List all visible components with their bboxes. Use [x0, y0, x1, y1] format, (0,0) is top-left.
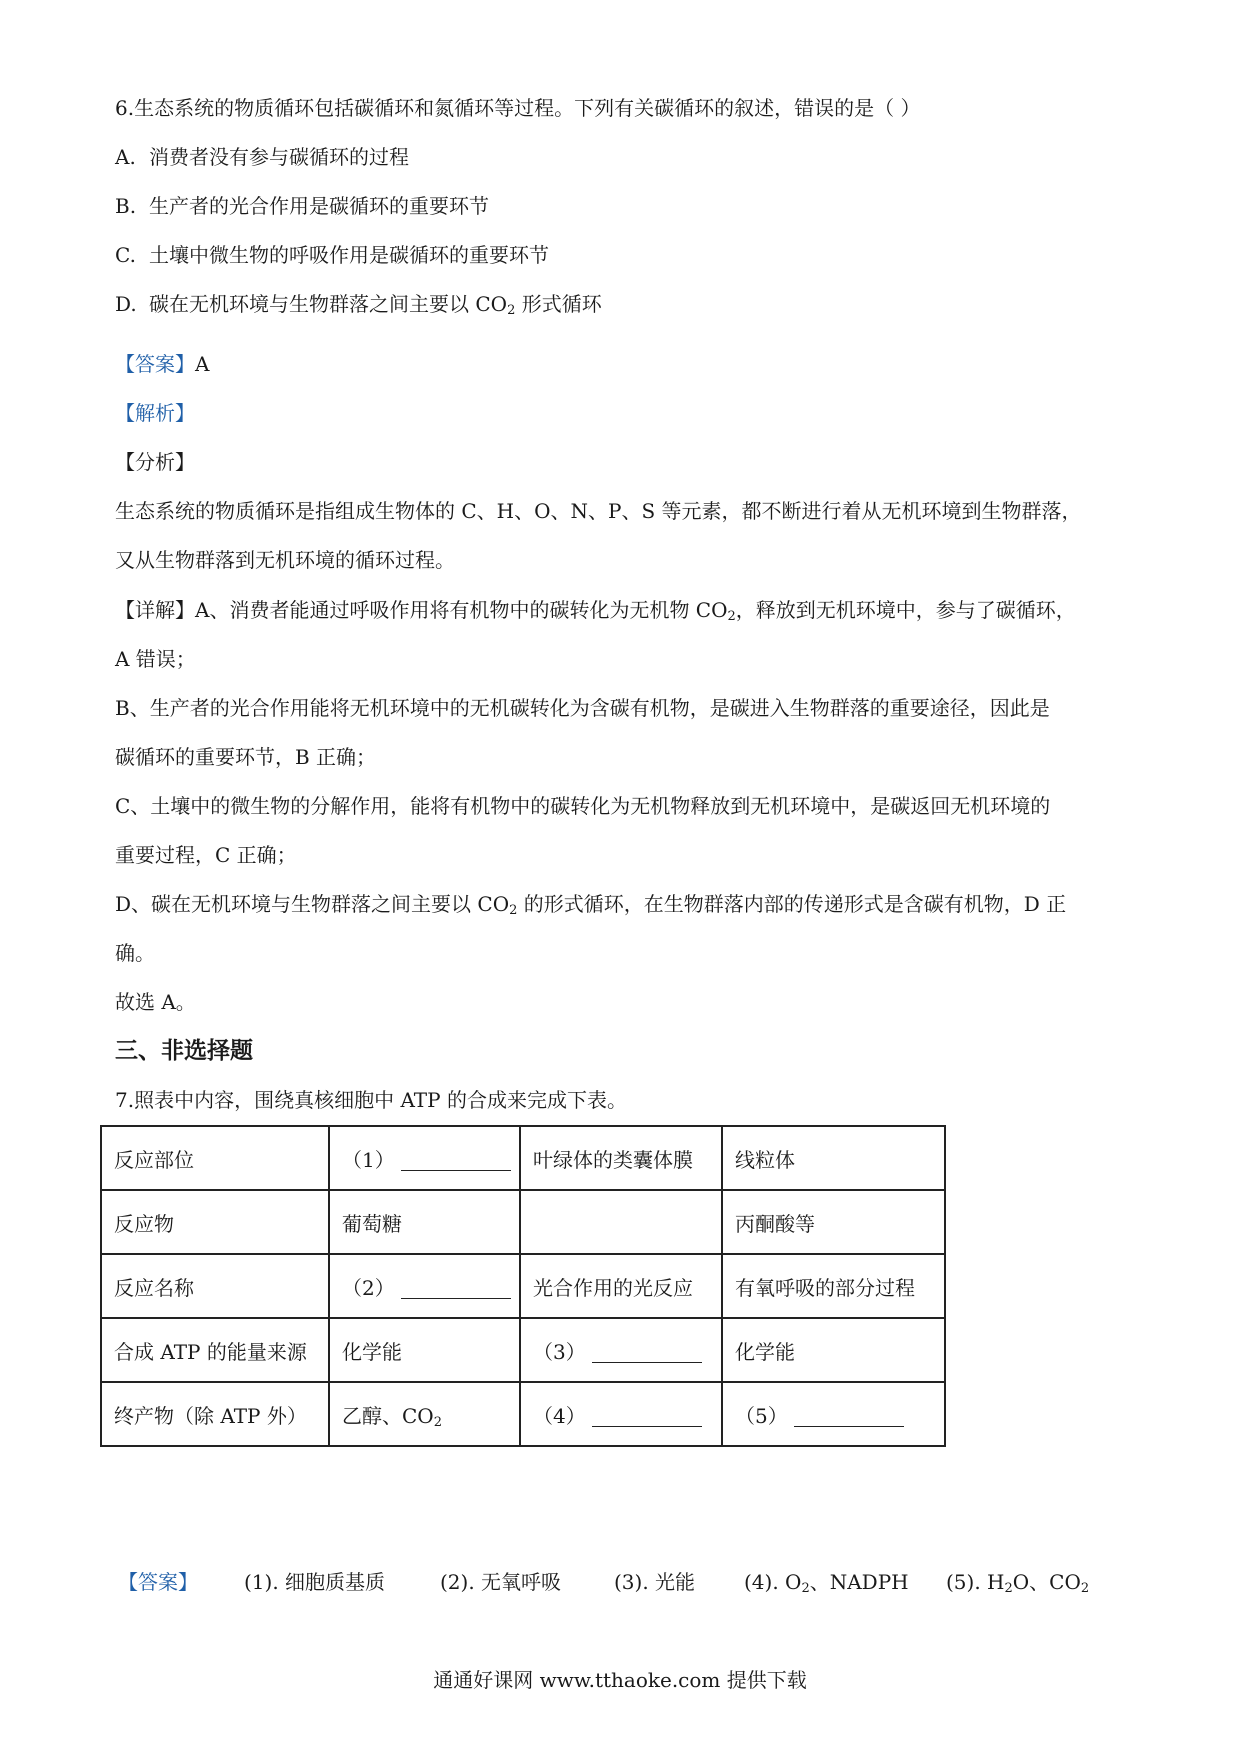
xiangjie-label: 【详解】	[115, 598, 195, 622]
xiangjie-line-7	[115, 890, 1066, 918]
blank-number: （1）	[342, 1147, 395, 1172]
table-cell	[329, 1254, 520, 1318]
subscript: 2	[727, 609, 736, 624]
xiangjie-line-2: A 错误；	[115, 647, 196, 671]
table-cell	[520, 1382, 722, 1446]
q7-answer-2: (2). 无氧呼吸	[440, 1570, 562, 1594]
table-cell: 叶绿体的类囊体膜	[520, 1126, 722, 1190]
table-cell	[722, 1382, 945, 1446]
q7-answer-5	[946, 1568, 1089, 1596]
table-row	[101, 1190, 945, 1254]
q7-stem: 7.照表中内容，围绕真核细胞中 ATP 的合成来完成下表。	[115, 1088, 627, 1112]
xiangjie-line-4: 碳循环的重要环节，B 正确；	[115, 745, 377, 769]
option-text: 土壤中微生物的呼吸作用是碳循环的重要环节	[149, 243, 549, 267]
answer-value: A	[195, 352, 210, 376]
section-heading: 三、非选择题	[115, 1038, 253, 1064]
q7-answer-3: (3). 光能	[614, 1570, 696, 1594]
table-row	[101, 1318, 945, 1382]
answer-blank-2[interactable]	[401, 1278, 511, 1299]
option-letter: B.	[115, 194, 137, 218]
answer-blank-5[interactable]	[794, 1406, 904, 1427]
subscript: 2	[1004, 1581, 1013, 1596]
answer-blank-4[interactable]	[592, 1406, 702, 1427]
subscript: 2	[509, 903, 518, 918]
fenxi-label: 【分析】	[115, 450, 195, 474]
table-cell: 丙酮酸等	[722, 1190, 945, 1254]
blank-number: （3）	[533, 1339, 586, 1364]
blank-number: （4）	[533, 1403, 586, 1428]
option-letter: D.	[115, 292, 137, 316]
q7-answer-4	[744, 1568, 909, 1596]
table-cell: 化学能	[722, 1318, 945, 1382]
table-cell: 葡萄糖	[329, 1190, 520, 1254]
answer-blank-3[interactable]	[592, 1342, 702, 1363]
table-cell: 合成 ATP 的能量来源	[101, 1318, 329, 1382]
subscript: 2	[433, 1414, 442, 1430]
table-cell	[520, 1190, 722, 1254]
table-row	[101, 1254, 945, 1318]
option-text: 生产者的光合作用是碳循环的重要环节	[149, 194, 489, 218]
table-cell: 光合作用的光反应	[520, 1254, 722, 1318]
table-cell: 反应部位	[101, 1126, 329, 1190]
q6-option-b	[115, 192, 489, 220]
answer-text: (4). O	[744, 1570, 802, 1594]
answer-blank-1[interactable]	[401, 1150, 511, 1171]
answer-text-tail: 、NADPH	[809, 1570, 909, 1594]
q7-answer-1: (1). 细胞质基质	[244, 1570, 386, 1594]
xiangjie-line-8: 确。	[115, 941, 155, 965]
option-letter: C.	[115, 243, 136, 267]
xiangjie-text-tail: ，释放到无机环境中，参与了碳循环，	[735, 598, 1076, 622]
table-cell	[329, 1382, 520, 1446]
q6-option-d	[115, 290, 602, 318]
table-cell: 反应物	[101, 1190, 329, 1254]
table-cell: 化学能	[329, 1318, 520, 1382]
atp-table	[100, 1125, 946, 1447]
cell-text: 乙醇、CO	[342, 1403, 434, 1428]
subscript: 2	[507, 303, 516, 318]
xiangjie-text: A、消费者能通过呼吸作用将有机物中的碳转化为无机物 CO	[195, 598, 728, 622]
jiexi-label: 【解析】	[115, 401, 195, 425]
xiangjie-text: D、碳在无机环境与生物群落之间主要以 CO	[115, 892, 510, 916]
table-cell	[520, 1318, 722, 1382]
answer-label: 【答案】	[115, 352, 195, 376]
fenxi-text-2: 又从生物群落到无机环境的循环过程。	[115, 548, 455, 572]
table-cell: 终产物（除 ATP 外）	[101, 1382, 329, 1446]
subscript: 2	[1080, 1581, 1090, 1596]
subscript: 2	[801, 1581, 810, 1596]
q6-answer	[115, 350, 209, 378]
blank-number: （2）	[342, 1275, 395, 1300]
option-text-tail: 形式循环	[515, 292, 602, 316]
q6-option-a	[115, 143, 409, 171]
table-row	[101, 1126, 945, 1190]
xiangjie-text-tail: 的形式循环，在生物群落内部的传递形式是含碳有机物，D 正	[517, 892, 1067, 916]
q6-stem: 6.生态系统的物质循环包括碳循环和氮循环等过程。下列有关碳循环的叙述，错误的是（ ）	[115, 96, 921, 120]
table-cell: 有氧呼吸的部分过程	[722, 1254, 945, 1318]
table-row	[101, 1382, 945, 1446]
xiangjie-line-6: 重要过程，C 正确；	[115, 843, 297, 867]
option-text: 消费者没有参与碳循环的过程	[149, 145, 409, 169]
conclusion: 故选 A。	[115, 990, 196, 1014]
option-letter: A.	[115, 145, 136, 169]
q6-option-c	[115, 241, 549, 269]
answer-text-mid: O、CO	[1012, 1570, 1081, 1594]
answer-text: (5). H	[946, 1570, 1005, 1594]
blank-number: （5）	[735, 1403, 788, 1428]
footer-credit: 通通好课网 www.tthaoke.com 提供下载	[433, 1668, 807, 1692]
xiangjie-line-1	[115, 596, 1076, 624]
table-cell	[329, 1126, 520, 1190]
table-cell: 反应名称	[101, 1254, 329, 1318]
xiangjie-line-5: C、土壤中的微生物的分解作用，能将有机物中的碳转化为无机物释放到无机环境中，是碳返回无机环境的	[115, 794, 1051, 818]
option-text: 碳在无机环境与生物群落之间主要以 CO	[149, 292, 508, 316]
q7-answer-label: 【答案】	[118, 1570, 198, 1594]
table-cell: 线粒体	[722, 1126, 945, 1190]
fenxi-text-1: 生态系统的物质循环是指组成生物体的 C、H、O、N、P、S 等元素，都不断进行着从无机环境到生物群落，	[115, 499, 1082, 523]
xiangjie-line-3: B、生产者的光合作用能将无机环境中的无机碳转化为含碳有机物，是碳进入生物群落的重要途径，因此是	[115, 696, 1050, 720]
